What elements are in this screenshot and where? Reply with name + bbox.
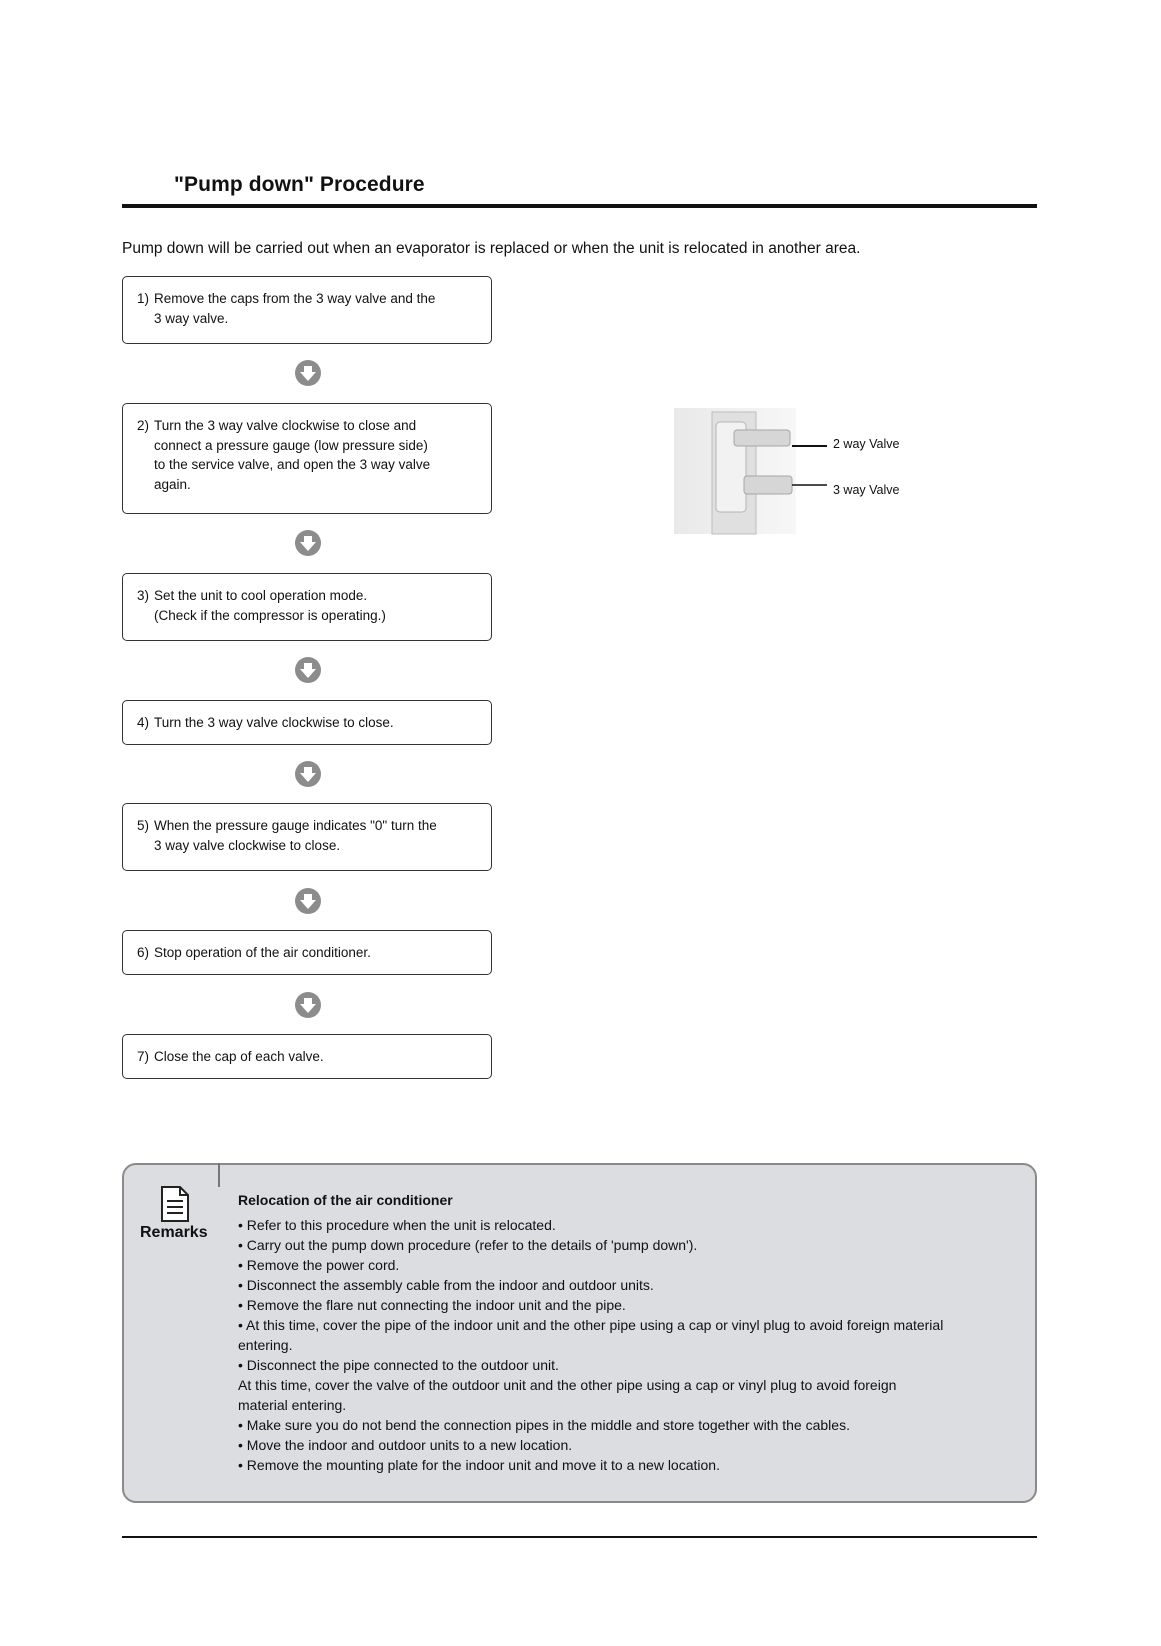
note-icon [158, 1185, 192, 1223]
label-3-way-valve: 3 way Valve [833, 483, 900, 497]
page-title: "Pump down" Procedure [174, 173, 425, 196]
step-text: When the pressure gauge indicates "0" turn the 3 way valve clockwise to close. [154, 818, 437, 853]
step-number: 7) [137, 1049, 150, 1064]
list-item: • Disconnect the pipe connected to the outdoor unit. At this time, cover the valve of the outdoor unit and the other pipe using a cap or vinyl plug to avoid foreign material entering. [238, 1357, 897, 1413]
list-item: • Refer to this procedure when the unit is relocated. [238, 1217, 556, 1233]
list-item: • Remove the power cord. [238, 1257, 400, 1273]
step-text: Close the cap of each valve. [154, 1049, 324, 1064]
down-arrow-icon [294, 529, 322, 557]
step-6 [122, 930, 492, 975]
down-arrow-icon [294, 656, 322, 684]
title-divider [122, 204, 1037, 208]
remarks-label: Remarks [140, 1224, 208, 1241]
step-number: 4) [137, 715, 150, 730]
step-text: Remove the caps from the 3 way valve and the 3 way valve. [154, 291, 436, 326]
step-text: Set the unit to cool operation mode. (Check if the compressor is operating.) [154, 588, 386, 623]
step-text: Turn the 3 way valve clockwise to close. [154, 715, 394, 730]
remarks-list [238, 1215, 998, 1475]
step-text: Stop operation of the air conditioner. [154, 945, 371, 960]
footer-divider [122, 1536, 1037, 1538]
list-item: • At this time, cover the pipe of the indoor unit and the other pipe using a cap or vinyl plug to avoid foreign material entering. [238, 1317, 944, 1353]
list-item: • Move the indoor and outdoor units to a new location. [238, 1437, 573, 1453]
step-text: Turn the 3 way valve clockwise to close and connect a pressure gauge (low pressure side) to the service valve, and open the 3 way valve again. [154, 418, 431, 492]
list-item: • Remove the flare nut connecting the indoor unit and the pipe. [238, 1297, 626, 1313]
step-number: 2) [137, 418, 150, 433]
step-5 [122, 803, 492, 871]
list-item: • Carry out the pump down procedure (refer to the details of 'pump down'). [238, 1237, 698, 1253]
step-3 [122, 573, 492, 641]
remarks-heading: Relocation of the air conditioner [238, 1192, 453, 1208]
intro-text: Pump down will be carried out when an evaporator is replaced or when the unit is relocated in another area. [122, 240, 861, 257]
valve-photo [674, 408, 914, 536]
step-2 [122, 403, 492, 514]
list-item: • Disconnect the assembly cable from the indoor and outdoor units. [238, 1277, 654, 1293]
down-arrow-icon [294, 887, 322, 915]
step-4 [122, 700, 492, 745]
step-number: 5) [137, 818, 150, 833]
down-arrow-icon [294, 359, 322, 387]
down-arrow-icon [294, 991, 322, 1019]
remarks-divider [218, 1163, 220, 1187]
step-1 [122, 276, 492, 344]
list-item: • Remove the mounting plate for the indoor unit and move it to a new location. [238, 1457, 720, 1473]
step-number: 6) [137, 945, 150, 960]
step-number: 3) [137, 588, 150, 603]
step-7 [122, 1034, 492, 1079]
label-2-way-valve: 2 way Valve [833, 437, 900, 451]
step-number: 1) [137, 291, 150, 306]
down-arrow-icon [294, 760, 322, 788]
list-item: • Make sure you do not bend the connection pipes in the middle and store together with the cables. [238, 1417, 850, 1433]
